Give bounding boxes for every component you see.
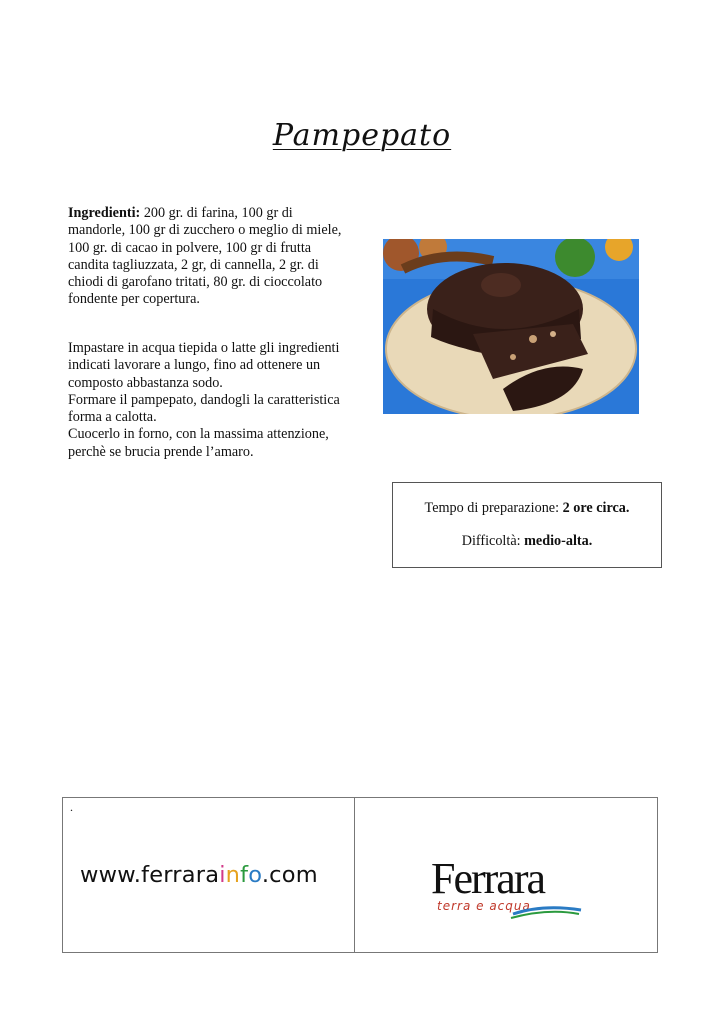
page-title: Pampepato (272, 118, 452, 153)
ferrara-logo (423, 848, 583, 923)
method-line: Formare il pampepato, dandogli la caratteristica forma a calotta. (68, 391, 340, 426)
footer-box (62, 797, 658, 953)
ingredients-paragraph (68, 205, 343, 309)
logo-title: Ferrara (431, 854, 545, 903)
logo-subtitle: terra e acqua (437, 899, 531, 913)
difficulty: Difficoltà: medio-alta. (461, 533, 593, 549)
pampepato-photo (383, 239, 639, 414)
footer-divider (354, 798, 355, 952)
method-line: Cuocerlo in forno, con la massima attenzione, perchè se brucia prende l’amaro. (68, 426, 329, 460)
footer-dot: . (70, 800, 73, 814)
method-paragraph (68, 340, 343, 461)
info-box (392, 482, 662, 568)
ingredients-text: 200 gr. di farina, 100 gr di mandorle, 100 gr di zucchero o meglio di miele, 100 gr. di cacao in polvere, 100 gr di frutta candita tagliuzzata, 2 gr, di cannella, 2 gr. di chiodi di garofano tritati, 80 gr. di cioccolato fondente per copertura. (68, 205, 342, 308)
method-line: Impastare in acqua tiepida o latte gli ingredienti indicati lavorare a lungo, fino ad ottenere un composto abbastanza sodo. (68, 340, 340, 391)
ingredients-label: Ingredienti: (68, 205, 141, 221)
prep-time: Tempo di preparazione: 2 ore circa. (424, 500, 630, 516)
site-url-link[interactable]: www.ferrarainfo.com (80, 862, 318, 888)
